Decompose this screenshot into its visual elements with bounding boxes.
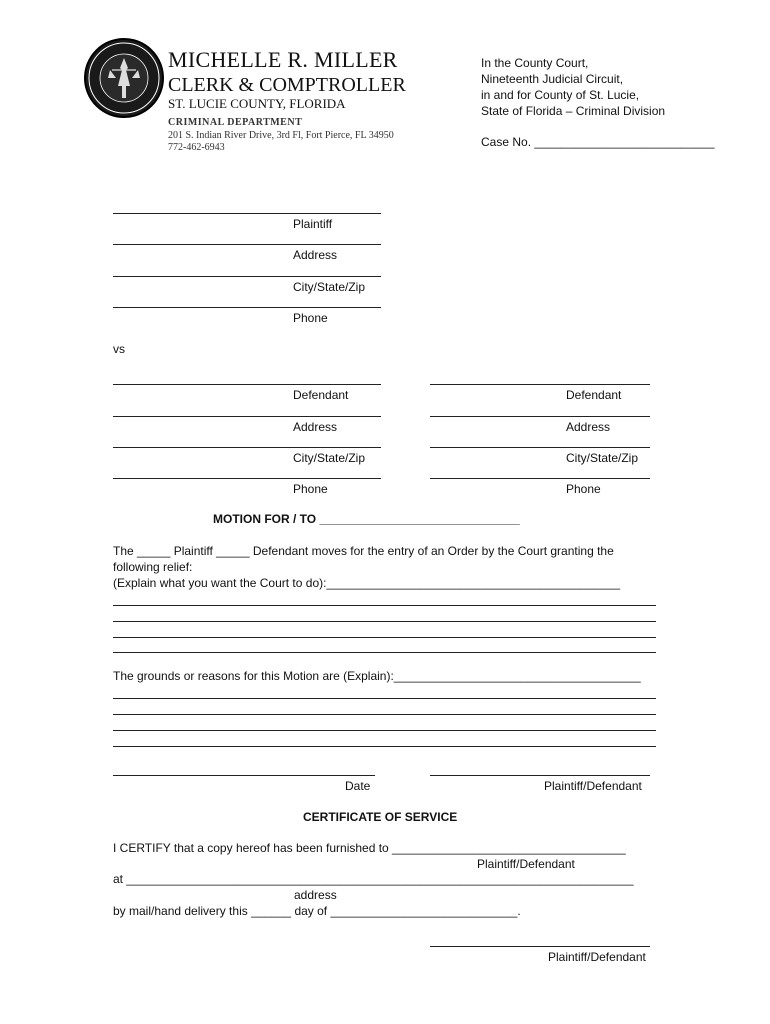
certificate-line-1: I CERTIFY that a copy hereof has been furnished to ___________________________________: [113, 841, 626, 855]
date-line[interactable]: [113, 775, 375, 776]
grounds-line-2[interactable]: [113, 714, 656, 715]
defendant2-city-label: City/State/Zip: [566, 451, 639, 465]
department-address: 201 S. Indian River Drive, 3rd Fl, Fort Pierce, FL 34950: [168, 130, 394, 141]
certificate-heading: CERTIFICATE OF SERVICE: [303, 810, 458, 824]
plaintiff-address-label: Address: [293, 248, 338, 262]
defendant1-phone-line[interactable]: [113, 478, 381, 479]
plaintiff-phone-line[interactable]: [113, 307, 381, 308]
signature-line[interactable]: [430, 775, 650, 776]
grounds-line-1[interactable]: [113, 698, 656, 699]
court-line-4: State of Florida – Criminal Division: [481, 104, 666, 118]
motion-text-line-1: The _____ Plaintiff _____ Defendant moves for the entry of an Order by the Court granting the: [113, 544, 614, 558]
certificate-address-label: address: [294, 888, 337, 902]
defendant1-phone-label: Phone: [293, 482, 328, 496]
county-name: ST. LUCIE COUNTY, FLORIDA: [168, 96, 346, 111]
defendant1-address-line[interactable]: [113, 416, 381, 417]
department-phone: 772-462-6943: [168, 142, 225, 153]
motion-explain-line: (Explain what you want the Court to do):____________________________________________: [113, 576, 621, 590]
court-line-3: in and for County of St. Lucie,: [481, 88, 640, 102]
date-label: Date: [345, 779, 371, 793]
certificate-signature-label: Plaintiff/Defendant: [548, 950, 646, 964]
vs-text: vs: [113, 342, 125, 356]
certificate-line-3: by mail/hand delivery this ______ day of ____________________________.: [113, 904, 521, 918]
grounds-line-4[interactable]: [113, 746, 656, 747]
defendant2-phone-line[interactable]: [430, 478, 650, 479]
certificate-line-2: at ____________________________________________________________________________: [113, 872, 634, 886]
plaintiff-address-line[interactable]: [113, 244, 381, 245]
relief-line-1[interactable]: [113, 605, 656, 606]
relief-line-2[interactable]: [113, 621, 656, 622]
defendant2-name-line[interactable]: [430, 384, 650, 385]
clerk-title: CLERK & COMPTROLLER: [168, 74, 406, 96]
defendant2-address-label: Address: [566, 420, 611, 434]
certificate-party-label: Plaintiff/Defendant: [477, 857, 575, 871]
relief-line-3[interactable]: [113, 637, 656, 638]
signature-label: Plaintiff/Defendant: [544, 779, 642, 793]
plaintiff-city-line[interactable]: [113, 276, 381, 277]
clerk-name: MICHELLE R. MILLER: [168, 47, 398, 72]
department-name: CRIMINAL DEPARTMENT: [168, 117, 303, 128]
clerk-seal-logo: [84, 38, 164, 118]
certificate-signature-line[interactable]: [430, 946, 650, 947]
defendant1-city-line[interactable]: [113, 447, 381, 448]
grounds-text: The grounds or reasons for this Motion are (Explain):_____________________________________: [113, 669, 641, 683]
court-line-1: In the County Court,: [481, 56, 589, 70]
plaintiff-name-line[interactable]: [113, 213, 381, 214]
defendant1-name-line[interactable]: [113, 384, 381, 385]
defendant2-label: Defendant: [566, 388, 622, 402]
relief-line-4[interactable]: [113, 652, 656, 653]
defendant1-address-label: Address: [293, 420, 338, 434]
defendant2-address-line[interactable]: [430, 416, 650, 417]
motion-heading: MOTION FOR / TO ______________________________: [213, 512, 520, 526]
plaintiff-label: Plaintiff: [293, 217, 333, 231]
plaintiff-phone-label: Phone: [293, 311, 328, 325]
court-line-2: Nineteenth Judicial Circuit,: [481, 72, 624, 86]
defendant1-label: Defendant: [293, 388, 349, 402]
grounds-line-3[interactable]: [113, 730, 656, 731]
defendant2-city-line[interactable]: [430, 447, 650, 448]
defendant2-phone-label: Phone: [566, 482, 601, 496]
case-number-field[interactable]: Case No. ___________________________: [481, 135, 715, 149]
plaintiff-city-label: City/State/Zip: [293, 280, 366, 294]
motion-text-line-2: following relief:: [113, 560, 193, 574]
court-caption: [481, 55, 665, 119]
defendant1-city-label: City/State/Zip: [293, 451, 366, 465]
